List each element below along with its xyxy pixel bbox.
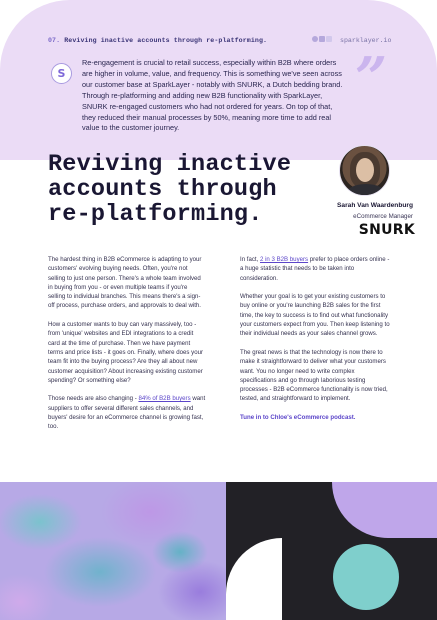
paragraph — [48, 394, 206, 431]
b2b-buyers-link[interactable]: 84% of B2B buyers — [138, 395, 191, 403]
main-title-line: accounts through — [48, 176, 277, 203]
main-title-line: Reviving inactive — [48, 151, 292, 178]
paragraph-text: The hardest thing in B2B eCommerce is adapting to your customers' evolving buying needs. — [48, 256, 202, 273]
paragraph: Whether your goal is to get your existing customers to buy online or you're launching B2B sales for the first time, the key to success is to find out what functionality your customers expect from you. Then keep listening to their individual needs as your sales channel grows. — [240, 293, 390, 338]
paragraph-text: Those needs are also changing - — [48, 395, 139, 403]
paragraph-text: In fact, — [240, 256, 260, 263]
section-number: 07. — [48, 37, 61, 44]
author-portrait — [339, 145, 390, 196]
intro-quote: Re-engagement is crucial to retail success, especially within B2B where orders are higher in volume, value, and frequency. This is something we've seen across our customer base at SparkLayer - notably with SNURK, a Dutch bedding brand. Through re-platforming and adding new B2B functionality with SparkLayer, SNURK re-engaged customers who had not ordered for years. On top of that, they reduced their manual processes by 50%, meaning more time to add real value to the customer journey. — [82, 58, 343, 133]
paragraph — [240, 255, 392, 283]
right-column — [240, 255, 392, 432]
paragraph — [48, 255, 206, 311]
paragraph: The great news is that the technology is now there to make it straightforward to deliver what your customers want. You no longer need to write complex specifications and go through laborious testing processes - B2B eCommerce functionality is now tried, tested, and straightforward to implement. — [240, 348, 388, 403]
author-role: eCommerce Manager — [353, 213, 413, 220]
podcast-link[interactable]: Tune in to Chloe's eCommerce podcast. — [240, 414, 356, 422]
paragraph-text: Often, you're not selling to just one person. There's a whole team involved in buying from you - or even multiple teams if you're selling to individual branches. This means there's a sign-off process, purchase orders, and approvals to deal with. — [48, 265, 201, 310]
main-title — [48, 152, 308, 227]
paragraph-text: prefer to place orders online - a huge statistic that needs to be taken into consideration. — [240, 256, 390, 282]
watercolor-art — [0, 482, 226, 620]
paragraph-text: want suppliers to offer several different sales channels, and buyers' desire for an eCommerce channel is growing fast, too. — [48, 395, 206, 431]
section-header — [48, 37, 267, 44]
badge-letter: S — [57, 67, 66, 80]
quote-mark-icon: ” — [344, 45, 392, 111]
snurk-logo: SNURK — [358, 222, 415, 238]
teal-circle-shape — [333, 544, 399, 610]
sparklayer-badge-icon — [51, 63, 72, 84]
paragraph: How a customer wants to buy can vary massively, too - from 'unique' websites and EDI integrations to a credit card at the time of purchase. Then we have payment terms and price lists - it goes on. Finally, where does your team fit into the buying process? Are they all about new customer acquisition? About increasing existing customer spending? Or something else? — [48, 321, 204, 384]
sparklayer-logo-icon — [312, 36, 334, 44]
section-title: Reviving inactive accounts through re-platforming. — [64, 37, 268, 44]
b2b-stat-link[interactable]: 2 in 3 B2B buyers — [259, 256, 309, 263]
main-title-line: re-platforming. — [48, 201, 263, 228]
left-column — [48, 255, 206, 441]
site-url: sparklayer.io — [340, 37, 392, 44]
author-name: Sarah Van Waardenburg — [337, 202, 413, 209]
